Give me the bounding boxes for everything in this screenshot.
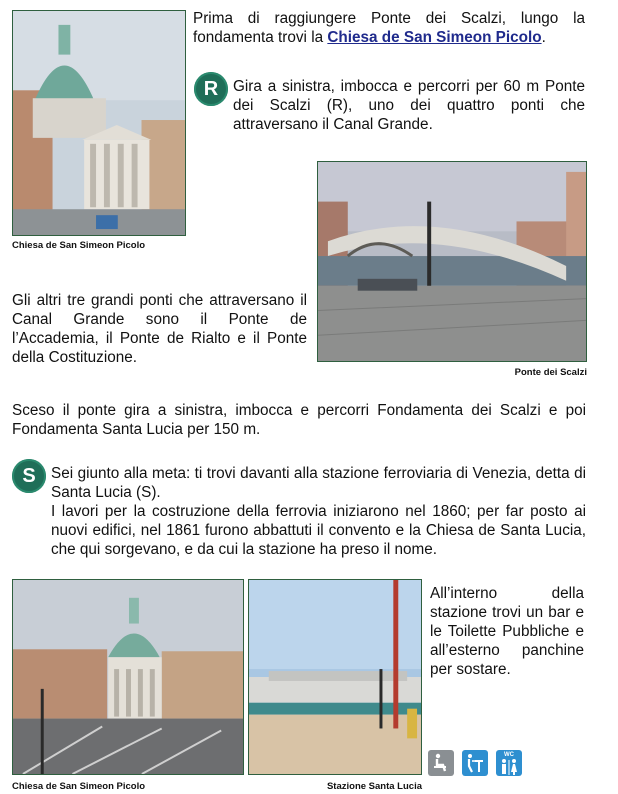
photo-church-bottom bbox=[12, 579, 244, 775]
bridges-paragraph: Gli altri tre grandi ponti che attraversano il Canal Grande sono il Ponte de l’Accademia, il Ponte de Rialto e il Ponte della Costituzione. bbox=[12, 292, 307, 366]
bar-icon bbox=[462, 750, 488, 776]
caption-church-top: Chiesa de San Simeon Picolo bbox=[12, 240, 146, 251]
photo-station bbox=[248, 579, 422, 775]
badge-s: S bbox=[12, 459, 46, 493]
photo-bridge bbox=[317, 161, 587, 362]
step-r-paragraph: Gira a sinistra, imbocca e percorri per 60 m Ponte dei Scalzi (R), uno dei quattro ponti che attraversano il Canal Grande. bbox=[233, 78, 585, 133]
photo-church-top bbox=[12, 10, 186, 236]
wc-label: WC bbox=[504, 751, 514, 758]
caption-church-bottom: Chiesa de San Simeon Picolo bbox=[12, 781, 146, 792]
badge-r: R bbox=[194, 72, 228, 106]
step-s-line2: I lavori per la costruzione della ferrovia iniziarono nel 1860; per far posto ai nuovi edifici, nel 1861 furono abbattuti il convento e la Chiesa de Santa Lucia, che qui sorgevano, e da cui la stazione ha preso il nome. bbox=[51, 503, 586, 558]
intro-text-before: Prima di raggiungere Ponte dei Scalzi, lungo la fondamenta trovi la bbox=[193, 10, 585, 46]
bench-icon bbox=[428, 750, 454, 776]
intro-text-after: . bbox=[541, 29, 546, 46]
intro-paragraph bbox=[193, 9, 585, 47]
after-bridge-paragraph: Sceso il ponte gira a sinistra, imbocca e percorri Fondamenta dei Scalzi e poi Fondamenta Santa Lucia per 150 m. bbox=[12, 402, 586, 438]
station-paragraph: All’interno della stazione trovi un bar e le Toilette Pubbliche e all’esterno panchine per sostare. bbox=[430, 585, 584, 678]
caption-bridge: Ponte dei Scalzi bbox=[514, 367, 587, 378]
step-s-line1: Sei giunto alla meta: ti trovi davanti alla stazione ferroviaria di Venezia, detta di Santa Lucia (S). bbox=[51, 465, 586, 501]
caption-station: Stazione Santa Lucia bbox=[326, 781, 422, 792]
church-link[interactable]: Chiesa de San Simeon Picolo bbox=[327, 29, 542, 46]
toilet-icon bbox=[496, 750, 522, 776]
